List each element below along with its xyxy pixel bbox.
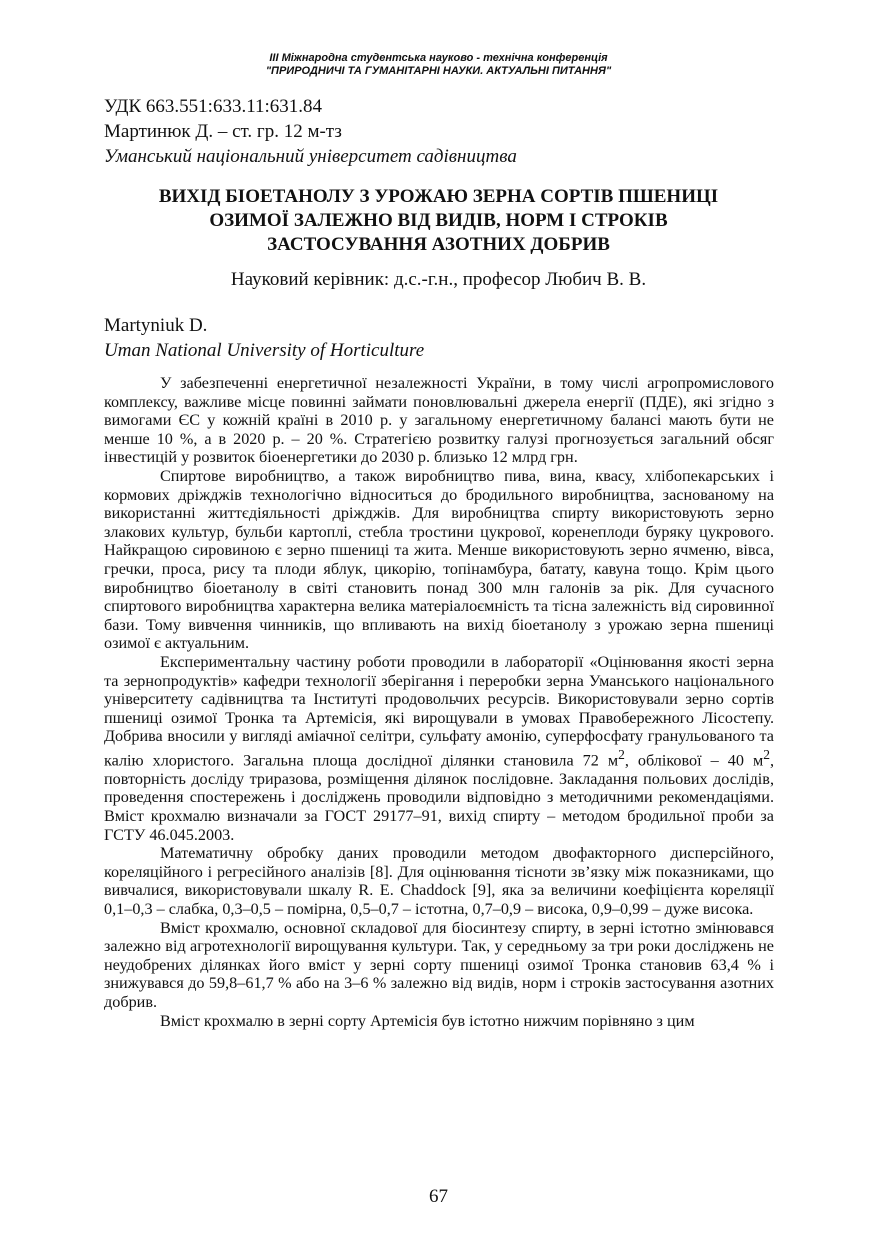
author-line: Мартинюк Д. – ст. гр. 12 м-тз [104,121,342,142]
english-author: Martyniuk D. [104,315,208,336]
paragraph-6: Вміст крохмалю в зерні сорту Артемісія був істотно нижчим порівняно з цим [160,1011,695,1030]
affiliation: Уманський національний університет садівництва [104,146,517,167]
article-meta [104,94,517,169]
superscript-2: 2 [763,746,770,762]
article-title [0,185,877,257]
english-affiliation: Uman National University of Horticulture [104,340,425,361]
paragraph-1: У забезпеченні енергетичної незалежності України, в тому числі агропромислового комплексу, важливе місце повинні займати поновлювальні джерела енергії (ПДЕ), які згідно з вимогами ЄС у кожній країні в 2010 р. у загальному енергетичному балансі мають бути не менше 10 %, а в 2020 р. – 20 %. Стратегією розвитку галузі прогнозується загальний обсяг інвестицій у розвиток біоенергетики до 2030 р. близько 12 млрд грн. [104,374,774,467]
conference-header-line2: "ПРИРОДНИЧІ ТА ГУМАНІТАРНІ НАУКИ. АКТУАЛЬНІ ПИТАННЯ" [265,65,612,77]
conference-header-line1: III Міжнародна студентська науково - технічна конференція [269,52,608,64]
paragraph-3-part-b: , облікової – 40 м [624,751,764,770]
paragraph-2: Спиртове виробництво, а також виробництво пива, вина, квасу, хлібопекарських і кормових дріжджів технологічно відноситься до бродильного виробництва, заснованому на використанні життєдіяльності дріжджів. Для виробництва спирту використовують зерно злакових культур, бульби картоплі, стебла тростини цукрової, коренеплоди буряку цукрового. Найкращою сировиною є зерно пшениці та жита. Менше використовують зерно ячменю, вівса, гречки, проса, рису та плоди яблук, цикорію, топінамбура, батату, кавуна тощо. Крім цього виробництво біоетанолу в світі становить понад 300 млн галонів за рік. Для сучасного спиртового виробництва характерна велика матеріалоємність та тісна залежність від сировинної бази. Тому вивчення чинників, що впливають на вихід біоетанолу з урожаю зерна пшениці озимої є актуальним. [104,466,774,653]
paragraph-5: Вміст крохмалю, основної складової для біосинтезу спирту, в зерні істотно змінювався залежно від агротехнології вирощування культури. Так, у середньому за три роки досліджень не неудобрених ділянках його вміст у зерні сорту пшениці озимої Тронка становив 63,4 % і знижувався до 59,8–61,7 % або на 3–6 % залежно від видів, норм і строків застосування азотних добрив. [104,918,774,1011]
article-body [104,374,774,1030]
supervisor-line: Науковий керівник: д.с.-г.н., професор Любич В. В. [230,269,647,290]
page-number: 67 [429,1186,448,1207]
udk-code: УДК 663.551:633.11:631.84 [104,96,323,117]
paragraph-3-part-c: , повторність досліду триразова, розміщення ділянок послідовне. Закладання польових дослідів, проведення спостережень і досліджень проводили відповідно з методичними рекомендаціями. Вміст крохмалю визначали за ГОСТ 29177–91, вихід спирту – методом бродильної проби за ГСТУ 46.045.2003. [104,751,774,844]
paragraph-3-part-a: Експериментальну частину роботи проводили в лабораторії «Оцінювання якості зерна та зернопродуктів» кафедри технології зберігання і переробки зерна Уманського національного університету садівництва та Інституті продовольчих ресурсів. Використовували зерно сортів пшениці озимої Тронка та Артемісія, які вирощували в умовах Правобережного Лісостепу. Добрива вносили у вигляді аміачної селітри, сульфату амонію, суперфосфату гранульованого та калію хлористого. Загальна площа дослідної ділянки становила 72 м [104,652,774,770]
title-line3: ЗАСТОСУВАННЯ АЗОТНИХ ДОБРИВ [267,234,610,255]
paragraph-4: Математичну обробку даних проводили методом двофакторного дисперсійного, кореляційного і регресійного аналізів [8]. Для оцінювання тісноти зв’язку між показниками, що вивчалися, використовували шкалу R. E. Chaddock [9], яка за величини коефіцієнта кореляції 0,1–0,3 – слабка, 0,3–0,5 – помірна, 0,5–0,7 – істотна, 0,7–0,9 – висока, 0,9–0,99 – дуже висока. [104,844,774,919]
conference-header [0,52,877,78]
superscript-2: 2 [618,746,625,762]
title-line1: ВИХІД БІОЕТАНОЛУ З УРОЖАЮ ЗЕРНА СОРТІВ ПШЕНИЦІ [158,186,719,207]
english-meta [104,313,424,363]
paragraph-3 [104,653,774,844]
title-line2: ОЗИМОЇ ЗАЛЕЖНО ВІД ВИДІВ, НОРМ І СТРОКІВ [209,210,668,231]
